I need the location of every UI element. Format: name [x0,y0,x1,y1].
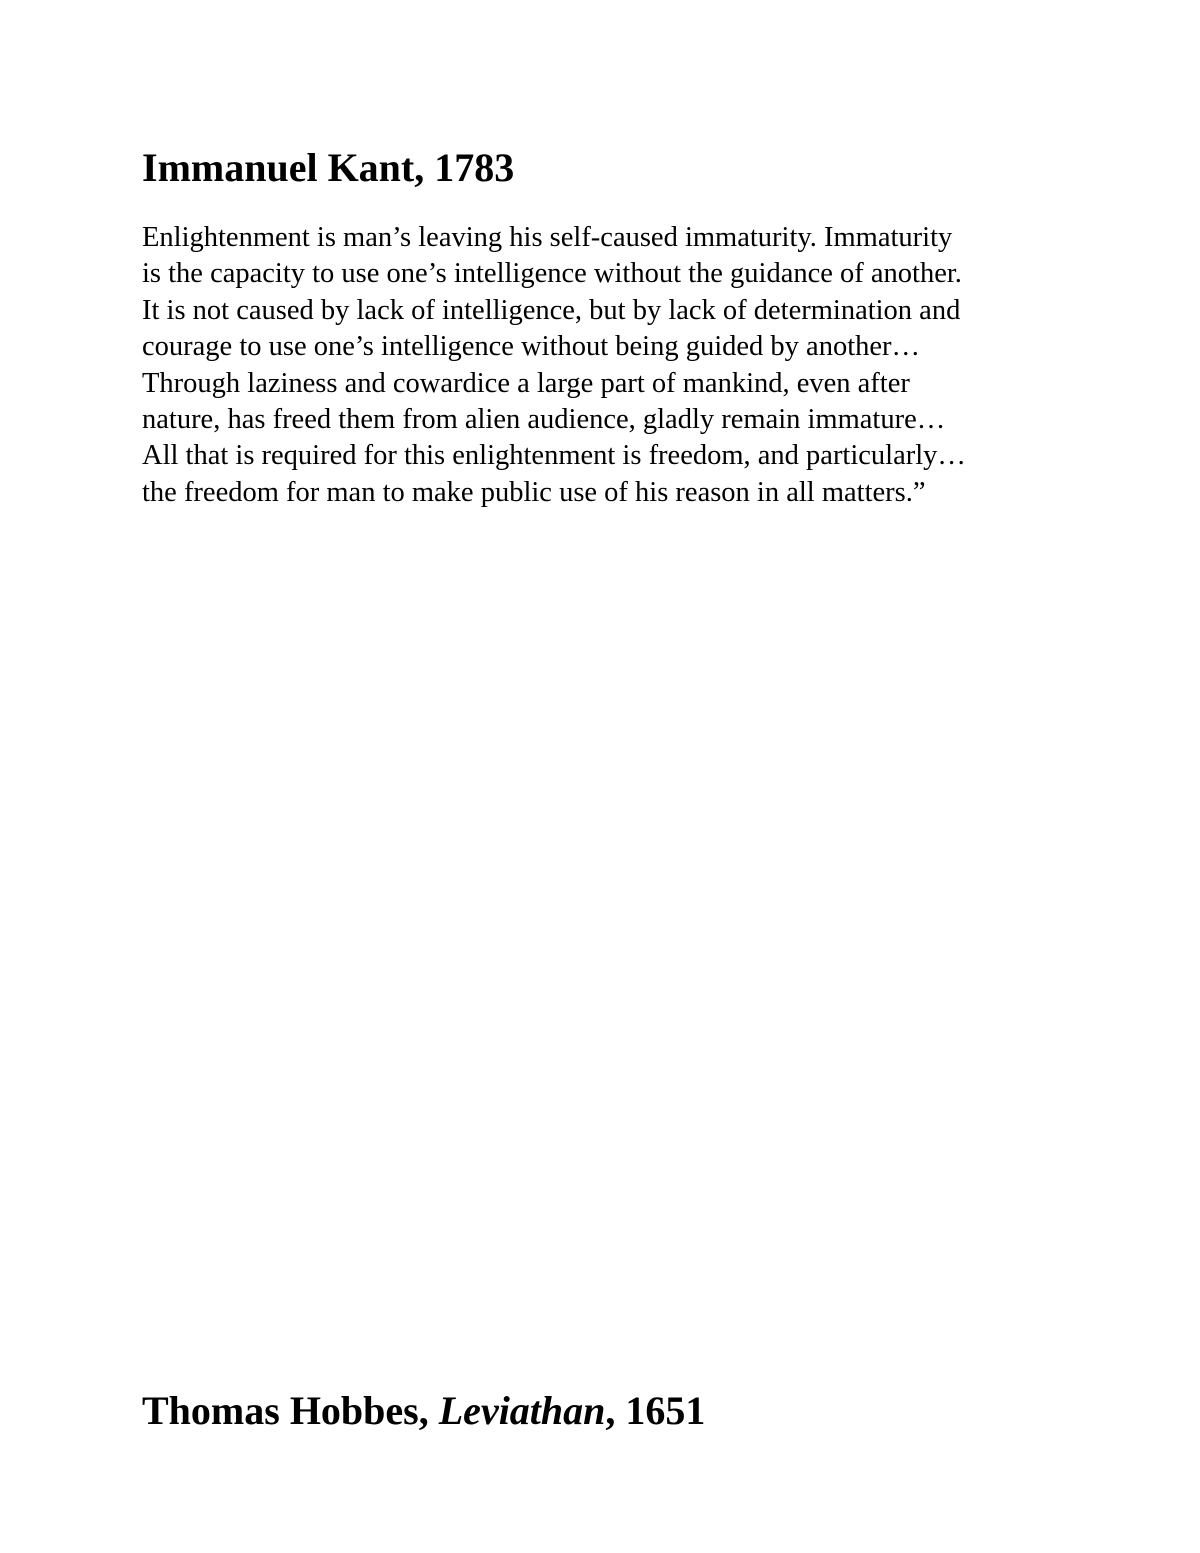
quote-line: courage to use one’s intelligence without being guided by another… [142,331,921,363]
quote-line: Through laziness and cowardice a large part of mankind, even after [142,367,910,399]
quote-line: All that is required for this enlightenment is freedom, and particularly… [142,440,966,472]
kant-quote [142,220,1102,511]
quote-line: the freedom for man to make public use of his reason in all matters.” [142,476,926,508]
quote-line: nature, has freed them from alien audience, gladly remain immature… [142,404,946,436]
kant-heading: Immanuel Kant, 1783 [142,145,515,190]
quote-line: Enlightenment is man’s leaving his self-caused immaturity. Immaturity [142,222,953,253]
hobbes-year: , 1651 [605,1388,706,1433]
quote-line: It is not caused by lack of intelligence, but by lack of determination and [142,294,961,326]
hobbes-work-title: Leviathan [438,1388,606,1433]
hobbes-author: Thomas Hobbes, [142,1388,439,1433]
quote-line: is the capacity to use one’s intelligence without the guidance of another. [142,258,962,290]
hobbes-heading [142,1389,705,1433]
